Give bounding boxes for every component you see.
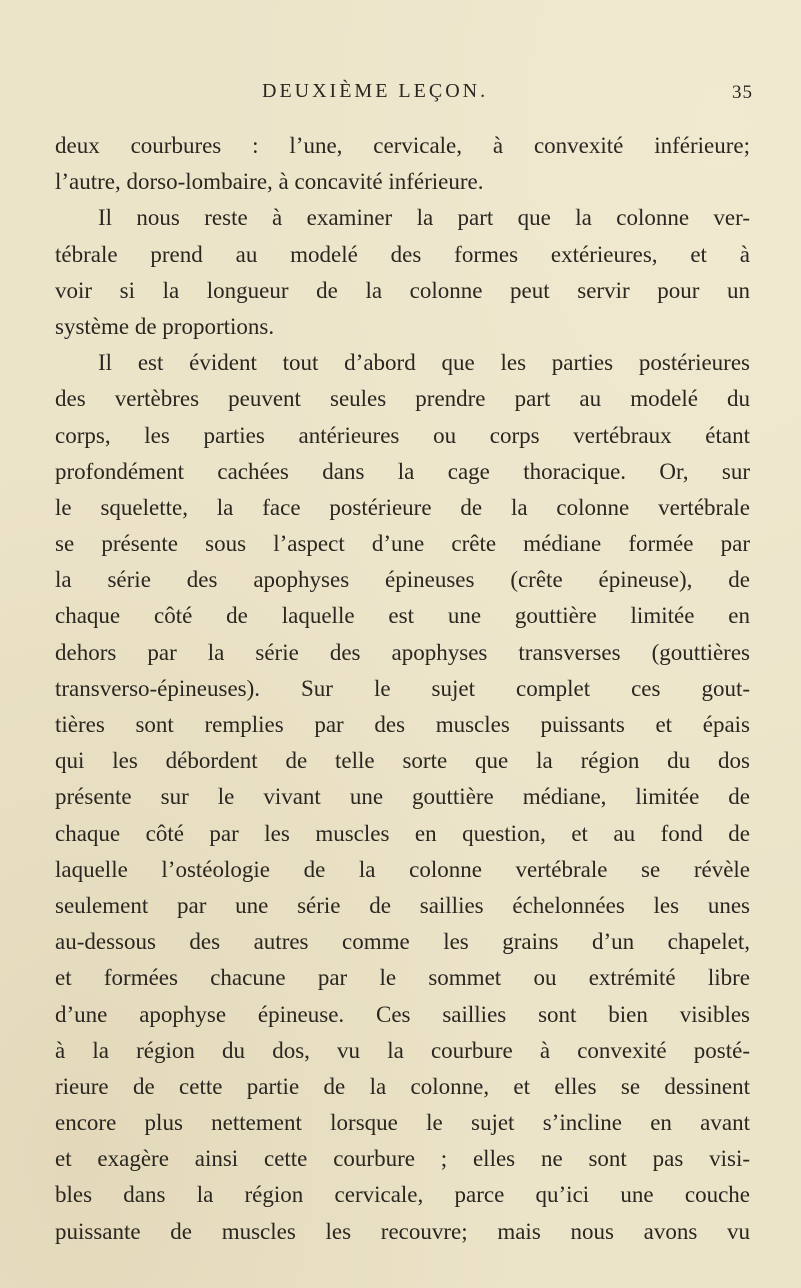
text-line: système de proportions. bbox=[55, 313, 275, 339]
text-line: deux courbures : l’une, cervicale, à convexité inférieure; bbox=[55, 133, 750, 158]
text-line: seulement par une série de saillies échelonnées les unes bbox=[55, 892, 750, 918]
body-text bbox=[55, 128, 750, 1250]
text-line: dehors par la série des apophyses transverses (gouttières bbox=[55, 639, 750, 665]
running-title: DEUXIÈME LEÇON. bbox=[262, 80, 489, 102]
text-line: voir si la longueur de la colonne peut servir pour un bbox=[55, 277, 750, 303]
text-line: la série des apophyses épineuses (crête épineuse), de bbox=[55, 567, 750, 593]
text-line: laquelle l’ostéologie de la colonne vertébrale se révèle bbox=[55, 856, 750, 882]
text-line: transverso-épineuses). Sur le sujet complet ces gout- bbox=[55, 675, 750, 701]
text-line: d’une apophyse épineuse. Ces saillies sont bien visibles bbox=[55, 1001, 750, 1027]
text-line: chaque côté de laquelle est une gouttière limitée en bbox=[55, 603, 750, 629]
text-line: l’autre, dorso-lombaire, à concavité inférieure. bbox=[55, 169, 484, 195]
text-line: bles dans la région cervicale, parce qu’ici une couche bbox=[55, 1182, 750, 1208]
text-line: profondément cachées dans la cage thoracique. Or, sur bbox=[55, 458, 750, 484]
text-line: à la région du dos, vu la courbure à convexité posté- bbox=[55, 1037, 750, 1063]
text-line: encore plus nettement lorsque le sujet s’incline en avant bbox=[55, 1110, 750, 1136]
running-head bbox=[0, 80, 801, 110]
text-line: rieure de cette partie de la colonne, et elles se dessinent bbox=[55, 1073, 750, 1099]
text-line: tières sont remplies par des muscles puissants et épais bbox=[55, 712, 750, 737]
text-line: chaque côté par les muscles en question, et au fond de bbox=[55, 820, 750, 846]
text-line: et formées chacune par le sommet ou extrémité libre bbox=[55, 965, 750, 991]
text-line: Il est évident tout d’abord que les parties postérieures bbox=[98, 350, 750, 376]
text-line: et exagère ainsi cette courbure ; elles ne sont pas visi- bbox=[55, 1146, 750, 1172]
text-line: puissante de muscles les recouvre; mais nous avons vu bbox=[55, 1218, 750, 1244]
text-line: le squelette, la face postérieure de la colonne vertébrale bbox=[55, 494, 750, 520]
page-number: 35 bbox=[732, 82, 753, 103]
text-line: des vertèbres peuvent seules prendre part au modelé du bbox=[55, 386, 750, 412]
text-line: tébrale prend au modelé des formes extérieures, et à bbox=[55, 241, 750, 267]
text-line: qui les débordent de telle sorte que la région du dos bbox=[55, 748, 750, 774]
text-line: corps, les parties antérieures ou corps vertébraux étant bbox=[55, 422, 750, 448]
text-line: présente sur le vivant une gouttière médiane, limitée de bbox=[55, 784, 750, 810]
text-line: au-dessous des autres comme les grains d’un chapelet, bbox=[55, 929, 750, 955]
text-line: se présente sous l’aspect d’une crête médiane formée par bbox=[55, 531, 750, 557]
text-line: Il nous reste à examiner la part que la colonne ver- bbox=[98, 205, 750, 231]
